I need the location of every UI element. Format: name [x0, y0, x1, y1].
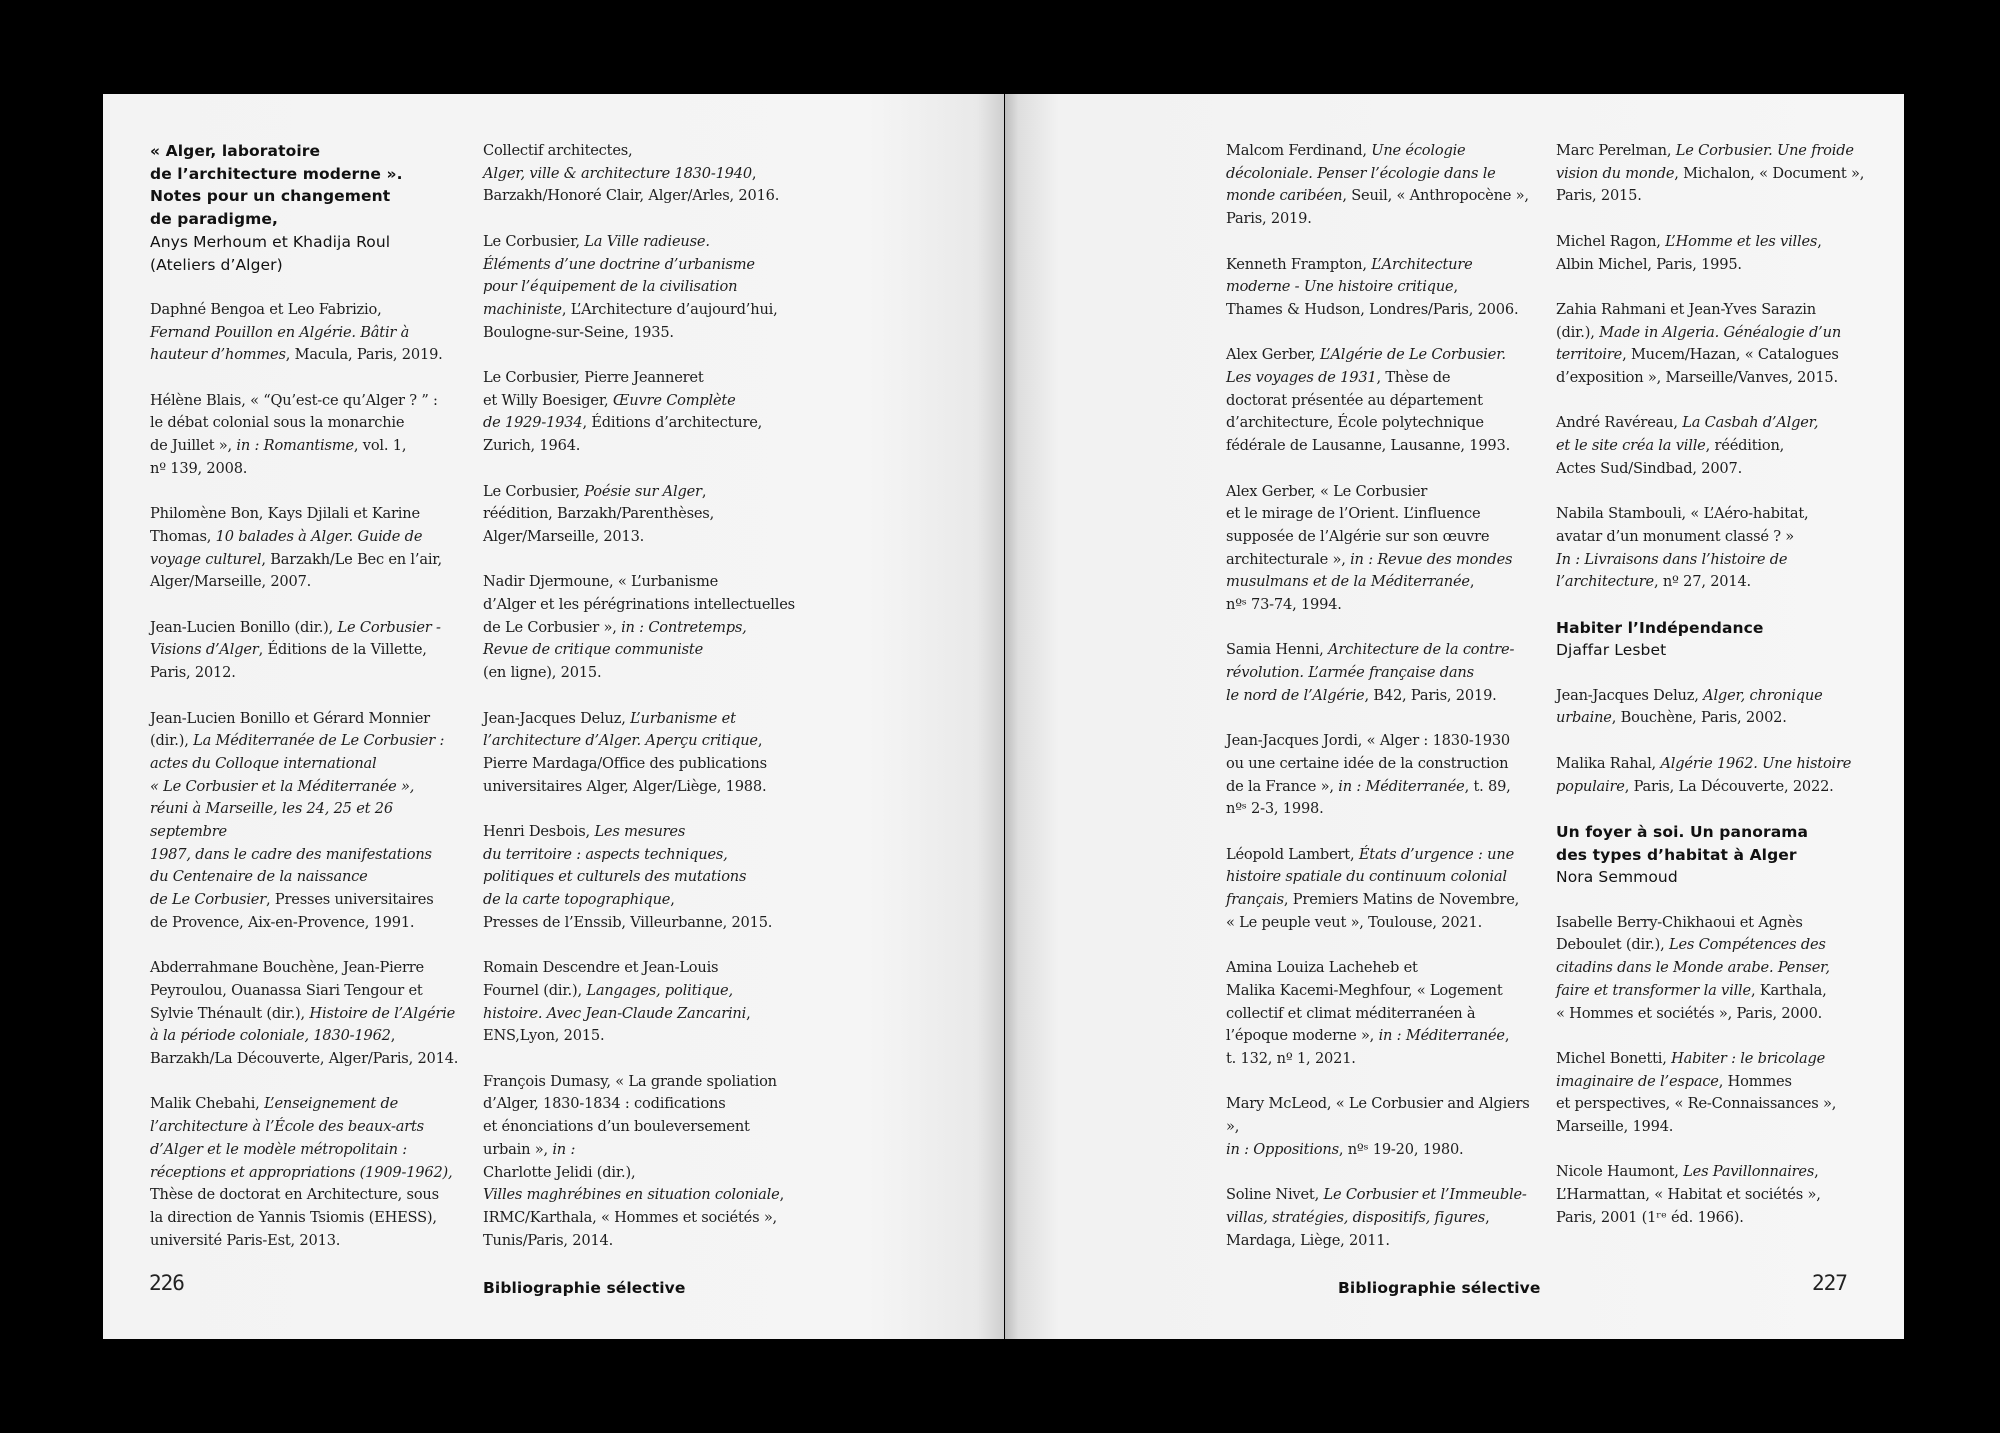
- entry-title-text: In : Livraisons dans l’histoire de: [1556, 550, 1788, 568]
- entry-text: Malika Rahal,: [1556, 754, 1661, 772]
- entry-text: , Barzakh/Le Bec en l’air,: [261, 550, 442, 568]
- heading-title-line: Un foyer à soi. Un panorama: [1556, 822, 1809, 841]
- entry-text: fédérale de Lausanne, Lausanne, 1993.: [1226, 437, 1511, 455]
- entry-title-text: de Le Corbusier: [150, 891, 267, 909]
- entry-title-text: L’urbanisme et: [630, 709, 736, 727]
- bibliography-entry: [483, 1071, 803, 1253]
- bibliography-entry: [1226, 140, 1546, 231]
- bibliography-entry: [483, 821, 803, 935]
- entry-title-text: voyage culturel: [150, 550, 262, 568]
- entry-title-text: réceptions et appropriations (1909-1962),: [150, 1163, 453, 1181]
- entry-text: Hélène Blais, « “Qu’est-ce qu’Alger ? ” :: [150, 391, 438, 409]
- entry-text: Kenneth Frampton,: [1226, 255, 1372, 273]
- entry-text: la direction de Yannis Tsiomis (EHESS),: [150, 1208, 437, 1226]
- entry-text: ,: [746, 1004, 751, 1022]
- section-heading: [150, 140, 470, 276]
- entry-text: Sylvie Thénault (dir.),: [150, 1004, 310, 1022]
- entry-title-text: in : Contretemps,: [621, 618, 747, 636]
- entry-text: , nº 27, 2014.: [1653, 573, 1751, 591]
- heading-author-line: Anys Merhoum et Khadija Roul: [150, 232, 391, 251]
- entry-text: de Provence, Aix-en-Provence, 1991.: [150, 913, 415, 931]
- heading-title-line: de l’architecture moderne ».: [150, 164, 403, 183]
- bibliography-entry: [150, 708, 470, 935]
- bibliography-entry: [1226, 1184, 1546, 1252]
- entry-text: ,: [1453, 278, 1458, 296]
- entry-text: Zurich, 1964.: [483, 437, 581, 455]
- entry-text: t. 132, nº 1, 2021.: [1226, 1050, 1356, 1068]
- entry-text: Charlotte Jelidi (dir.),: [483, 1163, 636, 1181]
- entry-title-text: Œuvre Complète: [612, 391, 736, 409]
- entry-title-text: pour l’équipement de la civilisation: [483, 278, 738, 296]
- entry-text: Soline Nivet,: [1226, 1186, 1324, 1204]
- entry-text: ,: [1485, 1208, 1490, 1226]
- bibliography-entry: [150, 390, 470, 481]
- bibliography-entry: [1226, 344, 1546, 458]
- entry-text: ,: [757, 732, 763, 750]
- entry-title-text: faire et transformer la ville: [1556, 981, 1751, 999]
- entry-text: Jean-Lucien Bonillo (dir.),: [150, 618, 338, 636]
- bibliography-list: [1226, 140, 1546, 1252]
- entry-text: Mary McLeod, « Le Corbusier and Algiers »,: [1226, 1095, 1530, 1136]
- entry-text: Malik Chebahi,: [150, 1095, 265, 1113]
- section-heading: [1556, 617, 1876, 662]
- entry-text: IRMC/Karthala, « Hommes et sociétés »,: [483, 1208, 777, 1226]
- entry-text: université Paris-Est, 2013.: [150, 1231, 341, 1249]
- entry-text: d’Alger, 1830-1834 : codifications: [483, 1095, 726, 1113]
- entry-title-text: du territoire : aspects techniques,: [483, 845, 728, 863]
- entry-text: doctorat présentée au département: [1226, 391, 1483, 409]
- entry-title-text: révolution. L’armée française dans: [1226, 664, 1474, 682]
- entry-title-text: Histoire de l’Algérie: [309, 1004, 456, 1022]
- entry-text: Marc Perelman,: [1556, 142, 1676, 159]
- entry-text: , Paris, La Découverte, 2022.: [1624, 777, 1834, 795]
- entry-title-text: actes du Colloque international: [150, 754, 377, 772]
- entry-text: Nadir Djermoune, « L’urbanisme: [483, 573, 719, 591]
- entry-text: de Le Corbusier »,: [483, 618, 622, 636]
- entry-text: Paris, 2015.: [1556, 187, 1642, 205]
- entry-title-text: Les Compétences des: [1668, 936, 1826, 954]
- bibliography-entry: [150, 1093, 470, 1252]
- entry-title-text: populaire: [1556, 777, 1625, 795]
- entry-text: ,: [1469, 573, 1475, 591]
- entry-title-text: et le site créa la ville: [1556, 437, 1706, 455]
- heading-title-line: « Alger, laboratoire: [150, 142, 321, 160]
- entry-text: Deboulet (dir.),: [1556, 936, 1669, 954]
- entry-text: Marseille, 1994.: [1556, 1118, 1674, 1136]
- entry-text: , Éditions de la Villette,: [258, 641, 427, 659]
- entry-text: , vol. 1,: [353, 437, 407, 455]
- entry-text: Collectif architectes,: [483, 142, 633, 159]
- entry-text: Le Corbusier,: [483, 232, 585, 250]
- entry-text: Jean-Jacques Deluz,: [483, 709, 631, 727]
- entry-title-text: urbaine: [1556, 709, 1612, 727]
- entry-text: ,: [779, 1186, 785, 1204]
- entry-text: universitaires Alger, Alger/Liège, 1988.: [483, 777, 767, 795]
- heading-title-line: des types d’habitat à Alger: [1556, 845, 1797, 864]
- entry-text: Michel Ragon,: [1556, 232, 1666, 250]
- entry-text: Abderrahmane Bouchène, Jean-Pierre: [150, 959, 424, 977]
- entry-text: Paris, 2001 (1ʳᵉ éd. 1966).: [1556, 1208, 1744, 1226]
- entry-title-text: d’Alger et le modèle métropolitain :: [150, 1140, 407, 1158]
- entry-text: Jean-Jacques Deluz,: [1556, 686, 1704, 704]
- entry-title-text: La Ville radieuse.: [584, 232, 710, 250]
- entry-title-text: villas, stratégies, dispositifs, figures: [1226, 1208, 1486, 1226]
- running-footer-title: Bibliographie sélective: [1338, 1279, 1541, 1297]
- entry-text: , Bouchène, Paris, 2002.: [1611, 709, 1787, 727]
- bibliography-entry: [483, 231, 803, 345]
- page-number: 226: [149, 1271, 184, 1295]
- entry-title-text: Le Corbusier -: [337, 618, 441, 636]
- entry-text: Amina Louiza Lacheheb et: [1226, 959, 1418, 977]
- entry-title-text: musulmans et de la Méditerranée: [1226, 573, 1470, 591]
- entry-text: Samia Henni,: [1226, 641, 1329, 659]
- bibliography-entry: [150, 617, 470, 685]
- entry-text: Nicole Haumont,: [1556, 1163, 1684, 1181]
- entry-title-text: du Centenaire de la naissance: [150, 868, 368, 886]
- entry-text: , Karthala,: [1750, 981, 1827, 999]
- bibliography-entry: [1556, 1161, 1876, 1229]
- entry-title-text: Le Corbusier. Une froide: [1675, 142, 1854, 159]
- entry-text: , t. 89,: [1464, 777, 1511, 795]
- entry-text: L’Harmattan, « Habitat et sociétés »,: [1556, 1186, 1821, 1204]
- entry-title-text: le nord de l’Algérie: [1226, 686, 1365, 704]
- entry-title-text: 10 balades à Alger. Guide de: [215, 527, 423, 545]
- entry-title-text: États d’urgence : une: [1358, 845, 1515, 863]
- entry-text: urbain »,: [483, 1140, 553, 1158]
- entry-text: Pierre Mardaga/Office des publications: [483, 754, 767, 772]
- bibliography-list: [150, 299, 470, 1252]
- entry-text: ,: [1814, 1163, 1819, 1181]
- bibliography-entry: [483, 140, 803, 208]
- entry-text: Thames & Hudson, Londres/Paris, 2006.: [1226, 300, 1519, 318]
- entry-text: d’Alger et les pérégrinations intellectuelles: [483, 596, 795, 613]
- entry-text: d’exposition », Marseille/Vanves, 2015.: [1556, 369, 1838, 386]
- entry-title-text: 1987, dans le cadre des manifestations: [150, 845, 432, 863]
- bibliography-list: [483, 140, 803, 1252]
- entry-text: l’époque moderne »,: [1226, 1027, 1379, 1045]
- entry-text: , Éditions d’architecture,: [582, 414, 763, 432]
- bibliography-entry: [1556, 140, 1876, 208]
- entry-text: et énonciations d’un bouleversement: [483, 1118, 750, 1136]
- entry-title-text: Algérie 1962. Une histoire: [1660, 754, 1852, 772]
- entry-text: Albin Michel, Paris, 1995.: [1556, 255, 1742, 273]
- entry-title-text: Architecture de la contre-: [1328, 641, 1515, 659]
- bibliography-entry: [1556, 753, 1876, 798]
- entry-text: Paris, 2012.: [150, 664, 236, 682]
- page-number: 227: [1812, 1271, 1847, 1295]
- bibliography-entry: [483, 481, 803, 549]
- entry-text: de la France »,: [1226, 777, 1339, 795]
- entry-text: Alex Gerber, « Le Corbusier: [1226, 482, 1428, 500]
- entry-title-text: in :: [552, 1140, 576, 1158]
- bibliography-entry: [1556, 299, 1876, 390]
- bibliography-entry: [1556, 685, 1876, 730]
- entry-title-text: histoire spatiale du continuum colonial: [1226, 868, 1507, 886]
- entry-title-text: décoloniale. Penser l’écologie dans le: [1226, 164, 1496, 182]
- entry-title-text: Langages, politique,: [586, 981, 733, 999]
- entry-text: (dir.),: [1556, 323, 1600, 341]
- entry-title-text: Habiter : le bricolage: [1671, 1049, 1826, 1067]
- entry-title-text: « Le Corbusier et la Méditerranée »,: [150, 777, 415, 795]
- entry-text: Boulogne-sur-Seine, 1935.: [483, 323, 674, 341]
- entry-title-text: Le Corbusier et l’Immeuble-: [1323, 1186, 1527, 1204]
- entry-text: nº 139, 2008.: [150, 459, 248, 477]
- entry-title-text: machiniste: [483, 300, 562, 318]
- entry-text: , Mucem/Hazan, « Catalogues: [1622, 346, 1839, 364]
- entry-text: , Macula, Paris, 2019.: [285, 346, 443, 364]
- entry-title-text: La Méditerranée de Le Corbusier :: [193, 732, 445, 750]
- entry-text: avatar d’un monument classé ? »: [1556, 527, 1795, 545]
- entry-title-text: Poésie sur Alger: [584, 482, 702, 500]
- heading-author-line: Djaffar Lesbet: [1556, 641, 1667, 660]
- bibliography-entry: [1226, 1093, 1546, 1161]
- entry-text: Michel Bonetti,: [1556, 1049, 1672, 1067]
- entry-title-text: monde caribéen: [1226, 187, 1343, 205]
- entry-title-text: Made in Algeria. Généalogie d’un: [1599, 323, 1842, 341]
- entry-text: ,: [390, 1027, 396, 1045]
- entry-text: Henri Desbois,: [483, 823, 595, 840]
- entry-text: , Hommes: [1718, 1072, 1792, 1090]
- entry-text: Nabila Stambouli, « L’Aéro-habitat,: [1556, 505, 1809, 523]
- bibliography-entry: [1226, 844, 1546, 935]
- entry-text: d’architecture, École polytechnique: [1226, 414, 1484, 432]
- entry-title-text: Une écologie: [1371, 142, 1466, 159]
- entry-title-text: Les voyages de 1931: [1226, 369, 1377, 386]
- entry-title-text: Les Pavillonnaires: [1683, 1163, 1815, 1181]
- entry-text: , Presses universitaires: [266, 891, 434, 909]
- left-column-1: [150, 140, 470, 1275]
- entry-text: Mardaga, Liège, 2011.: [1226, 1231, 1390, 1249]
- entry-title-text: Éléments d’une doctrine d’urbanisme: [483, 255, 755, 273]
- entry-text: (dir.),: [150, 732, 194, 750]
- entry-text: le débat colonial sous la monarchie: [150, 414, 405, 432]
- entry-title-text: à la période coloniale, 1830-1962: [150, 1027, 391, 1045]
- bibliography-entry: [150, 503, 470, 594]
- entry-text: ,: [670, 891, 675, 909]
- entry-text: Alger/Marseille, 2007.: [150, 573, 312, 591]
- bibliography-entry: [1556, 231, 1876, 276]
- heading-title-line: Habiter l’Indépendance: [1556, 618, 1764, 637]
- entry-text: « Le peuple veut », Toulouse, 2021.: [1226, 913, 1483, 931]
- entry-title-text: Les mesures: [594, 823, 686, 840]
- heading-author-line: (Ateliers d’Alger): [150, 255, 283, 274]
- entry-title-text: Fernand Pouillon en Algérie. Bâtir à: [150, 323, 410, 341]
- entry-text: Zahia Rahmani et Jean-Yves Sarazin: [1556, 300, 1816, 318]
- entry-text: Le Corbusier, Pierre Jeanneret: [483, 369, 704, 386]
- entry-text: réédition, Barzakh/Parenthèses,: [483, 505, 715, 523]
- entry-text: André Ravéreau,: [1556, 414, 1683, 432]
- right-column-2: [1556, 140, 1876, 1252]
- entry-text: , B42, Paris, 2019.: [1364, 686, 1497, 704]
- entry-text: François Dumasy, « La grande spoliation: [483, 1072, 777, 1090]
- section-heading: [1556, 821, 1876, 889]
- bibliography-entry: [1226, 639, 1546, 707]
- entry-text: Presses de l’Enssib, Villeurbanne, 2015.: [483, 913, 773, 931]
- entry-text: , nºˢ 19-20, 1980.: [1338, 1140, 1464, 1158]
- entry-text: et Willy Boesiger,: [483, 391, 613, 409]
- entry-title-text: Alger, ville & architecture 1830-1940: [483, 164, 752, 182]
- entry-title-text: L’Homme et les villes: [1665, 232, 1818, 250]
- entry-text: ,: [1817, 232, 1822, 250]
- entry-text: supposée de l’Algérie sur son œuvre: [1226, 527, 1490, 545]
- entry-title-text: français: [1226, 891, 1284, 909]
- entry-title-text: l’architecture: [1556, 573, 1654, 591]
- left-column-2: [483, 140, 803, 1275]
- running-footer-title: Bibliographie sélective: [483, 1279, 686, 1297]
- entry-text: Peyroulou, Ouanassa Siari Tengour et: [150, 981, 423, 999]
- entry-text: Thèse de doctorat en Architecture, sous: [150, 1186, 439, 1204]
- entry-text: Barzakh/Honoré Clair, Alger/Arles, 2016.: [483, 187, 780, 205]
- entry-title-text: in : Méditerranée: [1378, 1027, 1505, 1045]
- entry-text: , Michalon, « Document »,: [1674, 164, 1865, 182]
- entry-title-text: citadins dans le Monde arabe. Penser,: [1556, 959, 1830, 977]
- entry-title-text: vision du monde: [1556, 164, 1675, 182]
- entry-title-text: l’architecture d’Alger. Aperçu critique: [483, 732, 758, 750]
- entry-title-text: histoire. Avec Jean-Claude Zancarini: [483, 1004, 747, 1022]
- entry-text: Malika Kacemi-Meghfour, « Logement: [1226, 981, 1503, 999]
- entry-title-text: territoire: [1556, 346, 1623, 364]
- entry-text: ,: [701, 482, 707, 500]
- entry-title-text: Visions d’Alger: [150, 641, 259, 659]
- bibliography-list: [1556, 140, 1876, 1230]
- bibliography-entry: [150, 957, 470, 1071]
- entry-text: Actes Sud/Sindbad, 2007.: [1556, 459, 1743, 477]
- entry-title-text: L’enseignement de: [264, 1095, 399, 1113]
- entry-title-text: La Casbah d’Alger,: [1682, 414, 1819, 432]
- heading-title-line: de paradigme,: [150, 210, 279, 229]
- entry-text: architecturale »,: [1226, 550, 1351, 568]
- bibliography-entry: [1556, 503, 1876, 594]
- entry-text: Thomas,: [150, 527, 216, 545]
- entry-title-text: Alger, chronique: [1703, 686, 1823, 704]
- entry-text: Malcom Ferdinand,: [1226, 142, 1372, 159]
- entry-text: Isabelle Berry-Chikhaoui et Agnès: [1556, 913, 1803, 931]
- bibliography-entry: [1226, 254, 1546, 322]
- entry-text: ENS,Lyon, 2015.: [483, 1027, 605, 1045]
- entry-text: , Thèse de: [1376, 369, 1451, 386]
- entry-text: Fournel (dir.),: [483, 981, 587, 999]
- entry-text: Alger/Marseille, 2013.: [483, 527, 645, 545]
- entry-text: , réédition,: [1705, 437, 1785, 455]
- entry-text: , Premiers Matins de Novembre,: [1283, 891, 1520, 909]
- entry-text: collectif et climat méditerranéen à: [1226, 1004, 1476, 1022]
- bibliography-entry: [1556, 412, 1876, 480]
- entry-title-text: Villes maghrébines en situation coloniale: [483, 1186, 780, 1204]
- entry-text: Alex Gerber,: [1226, 346, 1321, 364]
- entry-title-text: L’Algérie de Le Corbusier.: [1320, 346, 1506, 364]
- right-column-1: [1226, 140, 1546, 1275]
- bibliography-entry: [483, 571, 803, 685]
- entry-title-text: réuni à Marseille, les 24, 25 et 26 septembre: [150, 800, 393, 841]
- entry-title-text: in : Revue des mondes: [1350, 550, 1513, 568]
- entry-text: ou une certaine idée de la construction: [1226, 754, 1509, 772]
- entry-text: Le Corbusier,: [483, 482, 585, 500]
- entry-text: de Juillet »,: [150, 437, 237, 455]
- entry-title-text: imaginaire de l’espace: [1556, 1072, 1719, 1090]
- entry-title-text: de 1929-1934: [483, 414, 583, 432]
- heading-title-line: Notes pour un changement: [150, 187, 391, 206]
- entry-text: , L’Architecture d’aujourd’hui,: [561, 300, 778, 318]
- entry-text: Tunis/Paris, 2014.: [483, 1231, 614, 1249]
- entry-title-text: de la carte topographique: [483, 891, 671, 909]
- entry-title-text: in : Méditerranée: [1338, 777, 1465, 795]
- bibliography-entry: [150, 299, 470, 367]
- heading-author-line: Nora Semmoud: [1556, 868, 1678, 887]
- entry-text: Daphné Bengoa et Leo Fabrizio,: [150, 300, 382, 318]
- entry-text: Jean-Jacques Jordi, « Alger : 1830-1930: [1226, 732, 1510, 750]
- entry-title-text: politiques et culturels des mutations: [483, 868, 747, 886]
- bibliography-entry: [483, 708, 803, 799]
- entry-text: Romain Descendre et Jean-Louis: [483, 959, 719, 977]
- entry-text: et perspectives, « Re-Connaissances »,: [1556, 1095, 1837, 1113]
- bibliography-entry: [1226, 730, 1546, 821]
- bibliography-entry: [483, 957, 803, 1048]
- bibliography-entry: [1226, 957, 1546, 1071]
- bibliography-entry: [1226, 481, 1546, 617]
- entry-title-text: in : Romantisme: [236, 437, 354, 455]
- entry-text: « Hommes et sociétés », Paris, 2000.: [1556, 1004, 1823, 1022]
- entry-title-text: moderne - Une histoire critique: [1226, 278, 1454, 296]
- entry-text: Barzakh/La Découverte, Alger/Paris, 2014.: [150, 1050, 459, 1068]
- entry-text: nºˢ 2-3, 1998.: [1226, 800, 1324, 818]
- entry-text: Philomène Bon, Kays Djilali et Karine: [150, 505, 420, 523]
- entry-text: (en ligne), 2015.: [483, 664, 602, 682]
- entry-text: Léopold Lambert,: [1226, 845, 1359, 863]
- entry-text: ,: [1504, 1027, 1510, 1045]
- entry-text: , Seuil, « Anthropocène »,: [1342, 187, 1529, 205]
- bibliography-entry: [1556, 912, 1876, 1026]
- entry-text: nºˢ 73-74, 1994.: [1226, 596, 1342, 614]
- right-page: [1005, 94, 1904, 1339]
- entry-text: Paris, 2019.: [1226, 210, 1312, 228]
- bibliography-entry: [483, 367, 803, 458]
- entry-title-text: l’architecture à l’École des beaux-arts: [150, 1118, 424, 1136]
- left-page: [103, 94, 1004, 1339]
- entry-text: Jean-Lucien Bonillo et Gérard Monnier: [150, 709, 430, 727]
- bibliography-entry: [1556, 1048, 1876, 1139]
- entry-text: ,: [751, 164, 757, 182]
- entry-title-text: hauteur d’hommes: [150, 346, 286, 364]
- entry-text: et le mirage de l’Orient. L’influence: [1226, 505, 1481, 523]
- entry-title-text: in : Oppositions: [1226, 1140, 1339, 1158]
- entry-title-text: Revue de critique communiste: [483, 641, 704, 659]
- entry-title-text: L’Architecture: [1371, 255, 1473, 273]
